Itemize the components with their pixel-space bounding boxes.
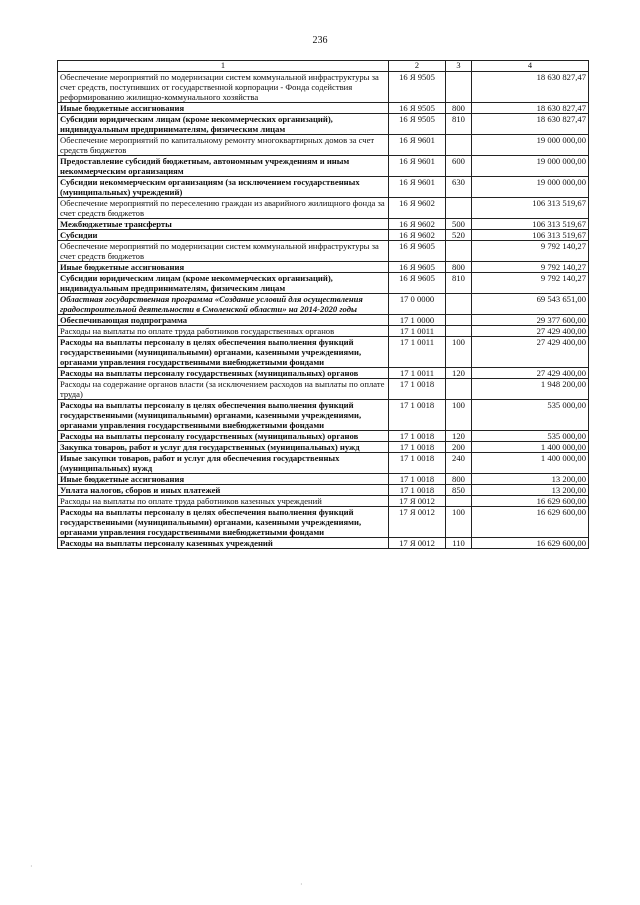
row-code: 17 1 0018 — [389, 474, 446, 485]
row-code: 17 1 0018 — [389, 453, 446, 474]
row-expense-type: 630 — [446, 177, 472, 198]
row-expense-type: 800 — [446, 262, 472, 273]
table-row — [58, 219, 589, 230]
row-code: 17 Я 0012 — [389, 507, 446, 538]
row-amount: 19 000 000,00 — [472, 177, 589, 198]
table-row — [58, 230, 589, 241]
table-row — [58, 198, 589, 219]
row-expense-type — [446, 315, 472, 326]
row-code: 16 Я 9505 — [389, 114, 446, 135]
row-amount: 535 000,00 — [472, 431, 589, 442]
row-name: Уплата налогов, сборов и иных платежей — [58, 485, 389, 496]
row-amount: 27 429 400,00 — [472, 337, 589, 368]
table-row — [58, 114, 589, 135]
table-row — [58, 379, 589, 400]
row-code: 17 1 0000 — [389, 315, 446, 326]
row-name: Предоставление субсидий бюджетным, автономным учреждениям и иным некоммерческим организациям — [58, 156, 389, 177]
row-expense-type: 200 — [446, 442, 472, 453]
row-expense-type: 520 — [446, 230, 472, 241]
row-expense-type: 600 — [446, 156, 472, 177]
scan-mark: · — [300, 880, 303, 889]
row-name: Расходы на выплаты персоналу государственных (муниципальных) органов — [58, 431, 389, 442]
table-row — [58, 241, 589, 262]
row-name: Обеспечивающая подпрограмма — [58, 315, 389, 326]
row-name: Иные бюджетные ассигнования — [58, 474, 389, 485]
row-expense-type: 500 — [446, 219, 472, 230]
row-expense-type: 850 — [446, 485, 472, 496]
row-expense-type: 810 — [446, 273, 472, 294]
table-row — [58, 431, 589, 442]
row-code: 16 Я 9602 — [389, 219, 446, 230]
row-code: 16 Я 9602 — [389, 230, 446, 241]
table-row — [58, 442, 589, 453]
row-amount: 9 792 140,27 — [472, 241, 589, 262]
row-name: Субсидии юридическим лицам (кроме некоммерческих организаций), индивидуальным предпринимателям, физическим лицам — [58, 114, 389, 135]
row-code: 16 Я 9605 — [389, 241, 446, 262]
row-code: 17 1 0018 — [389, 431, 446, 442]
table-row — [58, 474, 589, 485]
row-code: 16 Я 9601 — [389, 135, 446, 156]
table-row — [58, 368, 589, 379]
row-code: 17 1 0018 — [389, 442, 446, 453]
table-row — [58, 496, 589, 507]
row-amount: 69 543 651,00 — [472, 294, 589, 315]
row-name: Областная государственная программа «Создание условий для осуществления градостроительной деятельности в Смоленской области» на 2014-2020 годы — [58, 294, 389, 315]
row-amount: 27 429 400,00 — [472, 368, 589, 379]
scan-mark: · — [30, 862, 33, 871]
row-name: Иные бюджетные ассигнования — [58, 262, 389, 273]
row-code: 16 Я 9605 — [389, 262, 446, 273]
row-expense-type — [446, 72, 472, 103]
row-expense-type: 810 — [446, 114, 472, 135]
row-amount: 18 630 827,47 — [472, 103, 589, 114]
table-row — [58, 135, 589, 156]
row-expense-type: 100 — [446, 400, 472, 431]
row-name: Расходы на выплаты персоналу в целях обеспечения выполнения функций государственными (муниципальными) органами, казенными учреждениями, органами управления государственными внебюджетными фондами — [58, 337, 389, 368]
row-amount: 13 200,00 — [472, 474, 589, 485]
row-expense-type: 240 — [446, 453, 472, 474]
row-expense-type — [446, 326, 472, 337]
row-code: 17 0 0000 — [389, 294, 446, 315]
row-code: 17 1 0018 — [389, 485, 446, 496]
row-name: Иные закупки товаров, работ и услуг для обеспечения государственных (муниципальных) нужд — [58, 453, 389, 474]
header-col-4: 4 — [472, 61, 589, 72]
row-amount: 1 948 200,00 — [472, 379, 589, 400]
row-name: Расходы на выплаты персоналу казенных учреждений — [58, 538, 389, 549]
row-amount: 16 629 600,00 — [472, 538, 589, 549]
row-amount: 18 630 827,47 — [472, 72, 589, 103]
row-expense-type — [446, 379, 472, 400]
row-name: Обеспечение мероприятий по модернизации систем коммунальной инфраструктуры за счет средств бюджетов — [58, 241, 389, 262]
budget-table — [57, 60, 589, 549]
row-code: 17 Я 0012 — [389, 496, 446, 507]
row-amount: 106 313 519,67 — [472, 198, 589, 219]
header-col-1: 1 — [58, 61, 389, 72]
row-amount: 1 400 000,00 — [472, 442, 589, 453]
table-row — [58, 326, 589, 337]
row-code: 16 Я 9505 — [389, 103, 446, 114]
row-amount: 16 629 600,00 — [472, 507, 589, 538]
row-expense-type: 800 — [446, 103, 472, 114]
row-name: Иные бюджетные ассигнования — [58, 103, 389, 114]
table-row — [58, 273, 589, 294]
table-row — [58, 485, 589, 496]
table-row — [58, 103, 589, 114]
row-code: 17 1 0011 — [389, 337, 446, 368]
table-row — [58, 337, 589, 368]
row-amount: 29 377 600,00 — [472, 315, 589, 326]
table-row — [58, 400, 589, 431]
table-row — [58, 507, 589, 538]
header-col-3: 3 — [446, 61, 472, 72]
table-header-row — [58, 61, 589, 72]
row-name: Расходы на выплаты по оплате труда работников государственных органов — [58, 326, 389, 337]
row-name: Расходы на выплаты по оплате труда работников казенных учреждений — [58, 496, 389, 507]
row-name: Субсидии юридическим лицам (кроме некоммерческих организаций), индивидуальным предпринимателям, физическим лицам — [58, 273, 389, 294]
row-code: 17 1 0018 — [389, 379, 446, 400]
row-expense-type: 110 — [446, 538, 472, 549]
row-code: 16 Я 9601 — [389, 177, 446, 198]
table-row — [58, 72, 589, 103]
row-expense-type — [446, 198, 472, 219]
table-row — [58, 538, 589, 549]
row-code: 16 Я 9505 — [389, 72, 446, 103]
row-amount: 9 792 140,27 — [472, 273, 589, 294]
row-amount: 535 000,00 — [472, 400, 589, 431]
row-name: Расходы на содержание органов власти (за исключением расходов на выплаты по оплате труда) — [58, 379, 389, 400]
row-amount: 106 313 519,67 — [472, 219, 589, 230]
row-expense-type — [446, 496, 472, 507]
row-expense-type: 120 — [446, 368, 472, 379]
row-name: Обеспечение мероприятий по переселению граждан из аварийного жилищного фонда за счет средств бюджетов — [58, 198, 389, 219]
table-row — [58, 262, 589, 273]
table-row — [58, 156, 589, 177]
row-code: 17 1 0011 — [389, 326, 446, 337]
row-amount: 16 629 600,00 — [472, 496, 589, 507]
row-name: Межбюджетные трансферты — [58, 219, 389, 230]
row-expense-type — [446, 294, 472, 315]
row-amount: 13 200,00 — [472, 485, 589, 496]
row-name: Обеспечение мероприятий по капитальному ремонту многоквартирных домов за счет средств бюджетов — [58, 135, 389, 156]
row-expense-type: 120 — [446, 431, 472, 442]
row-amount: 9 792 140,27 — [472, 262, 589, 273]
row-amount: 27 429 400,00 — [472, 326, 589, 337]
row-name: Обеспечение мероприятий по модернизации систем коммунальной инфраструктуры за счет средств, поступивших от государственной корпорации - Фонда содействия реформированию жилищно-коммунального хозяйства — [58, 72, 389, 103]
row-name: Субсидии — [58, 230, 389, 241]
row-code: 16 Я 9601 — [389, 156, 446, 177]
row-amount: 18 630 827,47 — [472, 114, 589, 135]
row-amount: 19 000 000,00 — [472, 135, 589, 156]
row-name: Расходы на выплаты персоналу государственных (муниципальных) органов — [58, 368, 389, 379]
row-name: Расходы на выплаты персоналу в целях обеспечения выполнения функций государственными (муниципальными) органами, казенными учреждениями, органами управления государственными внебюджетными фондами — [58, 400, 389, 431]
row-amount: 106 313 519,67 — [472, 230, 589, 241]
table-row — [58, 315, 589, 326]
row-code: 17 Я 0012 — [389, 538, 446, 549]
row-expense-type — [446, 135, 472, 156]
row-expense-type: 800 — [446, 474, 472, 485]
header-col-2: 2 — [389, 61, 446, 72]
row-expense-type: 100 — [446, 507, 472, 538]
row-code: 17 1 0018 — [389, 400, 446, 431]
row-code: 17 1 0011 — [389, 368, 446, 379]
row-name: Субсидии некоммерческим организациям (за исключением государственных (муниципальных) учреждений) — [58, 177, 389, 198]
row-amount: 1 400 000,00 — [472, 453, 589, 474]
row-name: Закупка товаров, работ и услуг для государственных (муниципальных) нужд — [58, 442, 389, 453]
page-number: 236 — [312, 35, 328, 46]
table-row — [58, 453, 589, 474]
table-row — [58, 177, 589, 198]
row-name: Расходы на выплаты персоналу в целях обеспечения выполнения функций государственными (муниципальными) органами, казенными учреждениями, органами управления государственными внебюджетными фондами — [58, 507, 389, 538]
row-code: 16 Я 9605 — [389, 273, 446, 294]
row-expense-type — [446, 241, 472, 262]
row-expense-type: 100 — [446, 337, 472, 368]
row-code: 16 Я 9602 — [389, 198, 446, 219]
table-row — [58, 294, 589, 315]
row-amount: 19 000 000,00 — [472, 156, 589, 177]
